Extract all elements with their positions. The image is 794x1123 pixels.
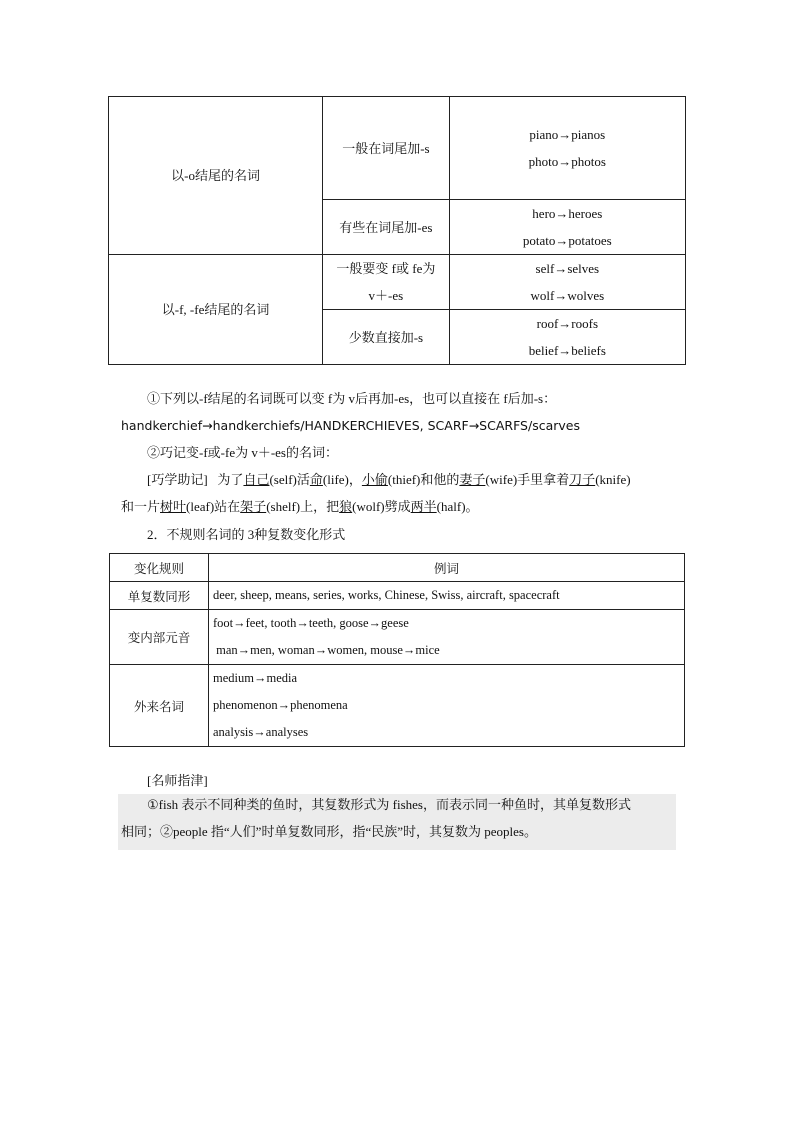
example-line: belief→beliefs — [528, 343, 606, 358]
irregular-nouns-table — [109, 553, 685, 747]
example-line: deer, sheep, means, series, works, Chinese, Swiss, aircraft, spacecraft — [213, 588, 560, 602]
example-line: medium→media — [213, 671, 298, 685]
rule-line: 一般要变 f或 fe为 — [336, 261, 436, 276]
mnemonic-text: (wolf)劈成 — [352, 499, 411, 514]
group-f-label: 以-f, -fe结尾的名词 — [109, 255, 323, 365]
mnemonic-key: 妻子 — [459, 472, 486, 487]
example-line: roof→roofs — [536, 316, 599, 331]
mnemonic-line-2 — [121, 498, 479, 516]
tip-line-1: ①fish 表示不同种类的鱼时，其复数形式为 fishes，而表示同一种鱼时，其单复数形式 — [147, 797, 631, 812]
group-o-label: 以-o结尾的名词 — [109, 97, 323, 255]
example-line: potato→potatoes — [522, 233, 612, 248]
examples-cell — [209, 610, 685, 665]
example-line: wolf→wolves — [530, 288, 605, 303]
plural-rules-table — [108, 96, 686, 365]
note-1: ①下列以-f结尾的名词既可以变 f为 v后再加-es，也可以直接在 f后加-s： — [147, 391, 557, 406]
example-line: photo→photos — [528, 154, 606, 169]
example-line: piano→pianos — [529, 127, 606, 142]
mnemonic-text: 和一片 — [121, 499, 161, 514]
tip-title: [名师指津] — [147, 773, 208, 788]
mnemonic-text: (life)， — [322, 472, 362, 487]
mnemonic-text: (knife) — [595, 472, 631, 487]
examples-f-ves — [449, 255, 685, 310]
examples-f-s — [449, 310, 685, 365]
rule-o-es: 有些在词尾加-es — [323, 200, 450, 255]
rule-f-ves — [323, 255, 450, 310]
rule-line: v＋-es — [368, 288, 404, 303]
note-3: ②巧记变-f或-fe为 v＋-es的名词： — [147, 445, 338, 460]
examples-cell — [209, 665, 685, 747]
rule-o-s: 一般在词尾加-s — [323, 97, 450, 200]
section-2-title: 2．不规则名词的 3种复数变化形式 — [147, 527, 346, 542]
example-line: man→men, woman→women, mouse→mice — [213, 643, 440, 657]
mnemonic-key: 架子 — [240, 499, 267, 514]
mnemonic-key: 自己 — [243, 472, 270, 487]
note-2: handkerchief→handkerchiefs/HANDKERCHIEVES, SCARF→SCARFS/scarves — [121, 418, 580, 433]
rule-cell: 单复数同形 — [110, 582, 209, 610]
mnemonic-text: (self)活 — [269, 472, 310, 487]
header-examples: 例词 — [209, 554, 685, 582]
rule-cell: 变内部元音 — [110, 610, 209, 665]
mnemonic-key: 两半 — [410, 499, 437, 514]
mnemonic-key: 小偷 — [361, 472, 388, 487]
examples-o-s — [449, 97, 685, 200]
mnemonic-text: (half)。 — [436, 499, 479, 514]
rule-f-s: 少数直接加-s — [323, 310, 450, 365]
tip-line-2: 相同；②people 指“人们”时单复数同形，指“民族”时，其复数为 peoples。 — [121, 824, 537, 839]
example-line: analysis→analyses — [213, 725, 309, 739]
mnemonic-text: (shelf)上，把 — [266, 499, 340, 514]
mnemonic-text: (wife)手里拿着 — [485, 472, 570, 487]
example-line: self→selves — [535, 261, 600, 276]
mnemonic-key: 树叶 — [160, 499, 187, 514]
mnemonic-tag: [巧学助记] — [147, 472, 208, 487]
mnemonic-text: (leaf)站在 — [186, 499, 241, 514]
example-line: hero→heroes — [532, 206, 603, 221]
examples-o-es — [449, 200, 685, 255]
mnemonic-text: 为了 — [217, 472, 244, 487]
examples-cell — [209, 582, 685, 610]
mnemonic-key: 狼 — [339, 499, 353, 514]
mnemonic-key: 刀子 — [569, 472, 596, 487]
header-rule: 变化规则 — [110, 554, 209, 582]
rule-cell: 外来名词 — [110, 665, 209, 747]
example-line: phenomenon→phenomena — [213, 698, 348, 712]
tip-box — [118, 794, 676, 850]
mnemonic-line-1 — [147, 471, 631, 489]
mnemonic-key: 命 — [309, 472, 323, 487]
example-line: foot→feet, tooth→teeth, goose→geese — [213, 616, 409, 630]
mnemonic-text: (thief)和他的 — [387, 472, 460, 487]
